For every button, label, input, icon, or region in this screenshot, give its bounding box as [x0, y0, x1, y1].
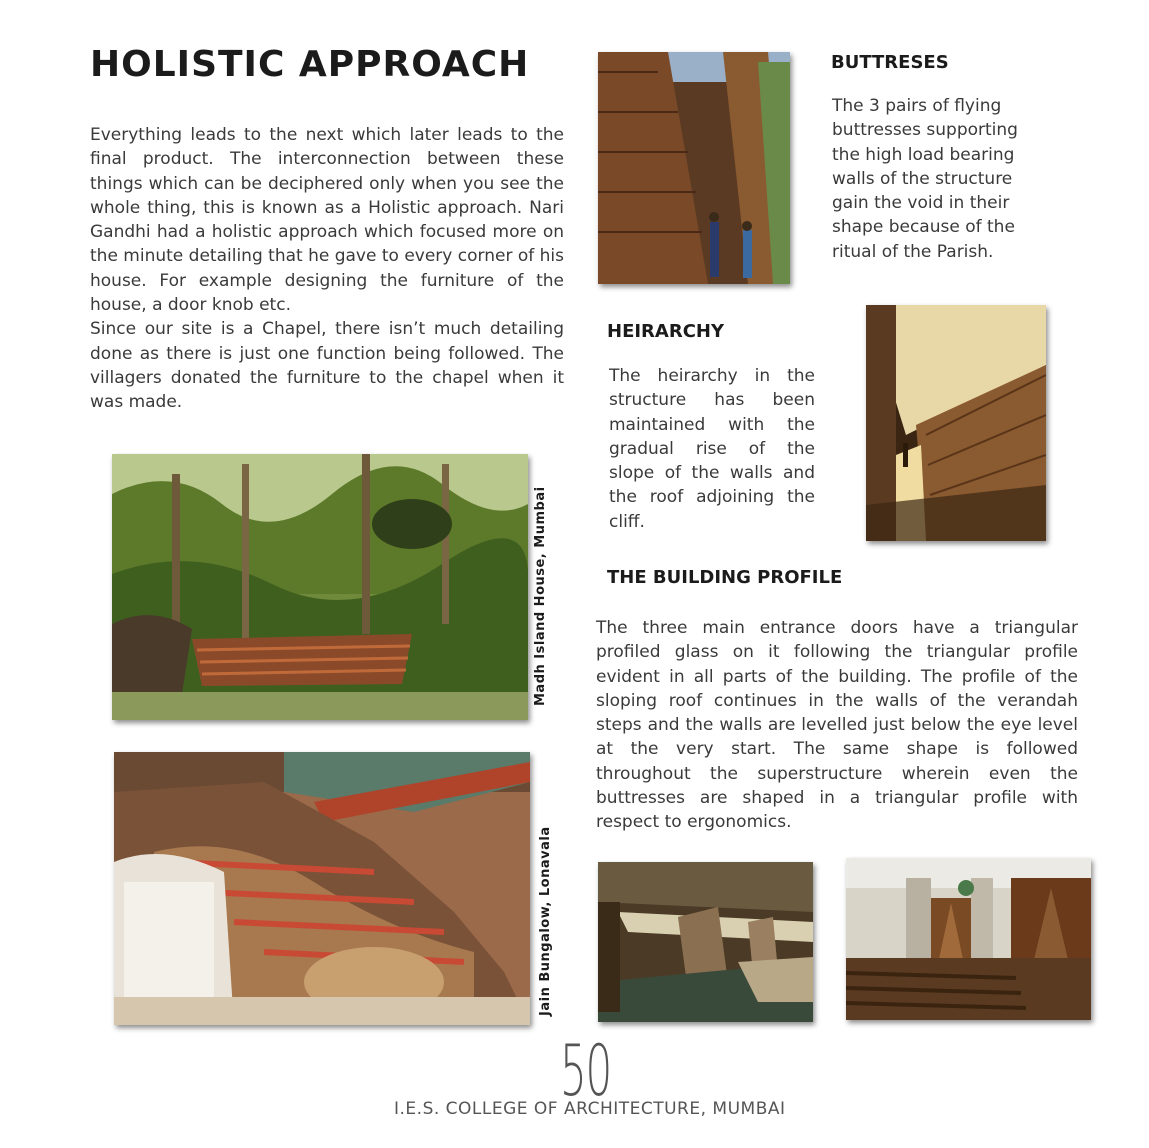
intro-paragraph-1: Everything leads to the next which later leads to the final product. The interconnection between these things which can be deciphered only when you see the whole thing, this is known as a Holistic approach. Nari Gandhi had a holistic approach which focused more on the minute detailing that he gave to every corner of his house. For example designing the furniture of the house, a door knob etc.: [90, 125, 564, 316]
madh-island-caption: Madh Island House, Mumbai: [533, 486, 548, 706]
page-title: HOLISTIC APPROACH: [90, 44, 530, 85]
jain-bungalow-caption: Jain Bungalow, Lonavala: [538, 826, 553, 1016]
buttresses-text: The 3 pairs of flying buttresses supporting the high load bearing walls of the structure gain the void in their shape because of the ritual of the Parish.: [832, 96, 1018, 262]
hierarchy-heading: HEIRARCHY: [607, 321, 725, 342]
buttresses-photo: [598, 52, 790, 284]
intro-text: [90, 123, 564, 415]
building-profile-text: The three main entrance doors have a triangular profiled glass on it following the triangular profile evident in all parts of the building. The profile of the sloping roof continues in the walls of the verandah steps and the walls are levelled just below the eye level at the very start. The same shape is followed throughout the superstructure wherein even the buttresses are shaped in a triangular profile with respect to ergonomics.: [596, 618, 1078, 833]
interior-triangular-doors-photo: [846, 858, 1091, 1020]
hierarchy-corridor-photo: [866, 305, 1046, 541]
madh-island-house-photo: [112, 454, 528, 720]
page-number: 50: [560, 1030, 612, 1112]
hierarchy-text: The heirarchy in the structure has been maintained with the gradual rise of the slope of the walls and the roof adjoining the cliff.: [609, 366, 815, 532]
intro-paragraph-2: Since our site is a Chapel, there isn’t much detailing done as there is just one function being followed. The villagers donated the furniture to the chapel when it was made.: [90, 319, 564, 413]
buttresses-heading: BUTTRESES: [831, 52, 949, 73]
college-footer: I.E.S. COLLEGE OF ARCHITECTURE, MUMBAI: [394, 1099, 786, 1119]
jain-bungalow-photo: [114, 752, 530, 1025]
building-profile-heading: THE BUILDING PROFILE: [607, 567, 843, 588]
verandah-photo: [598, 862, 813, 1022]
